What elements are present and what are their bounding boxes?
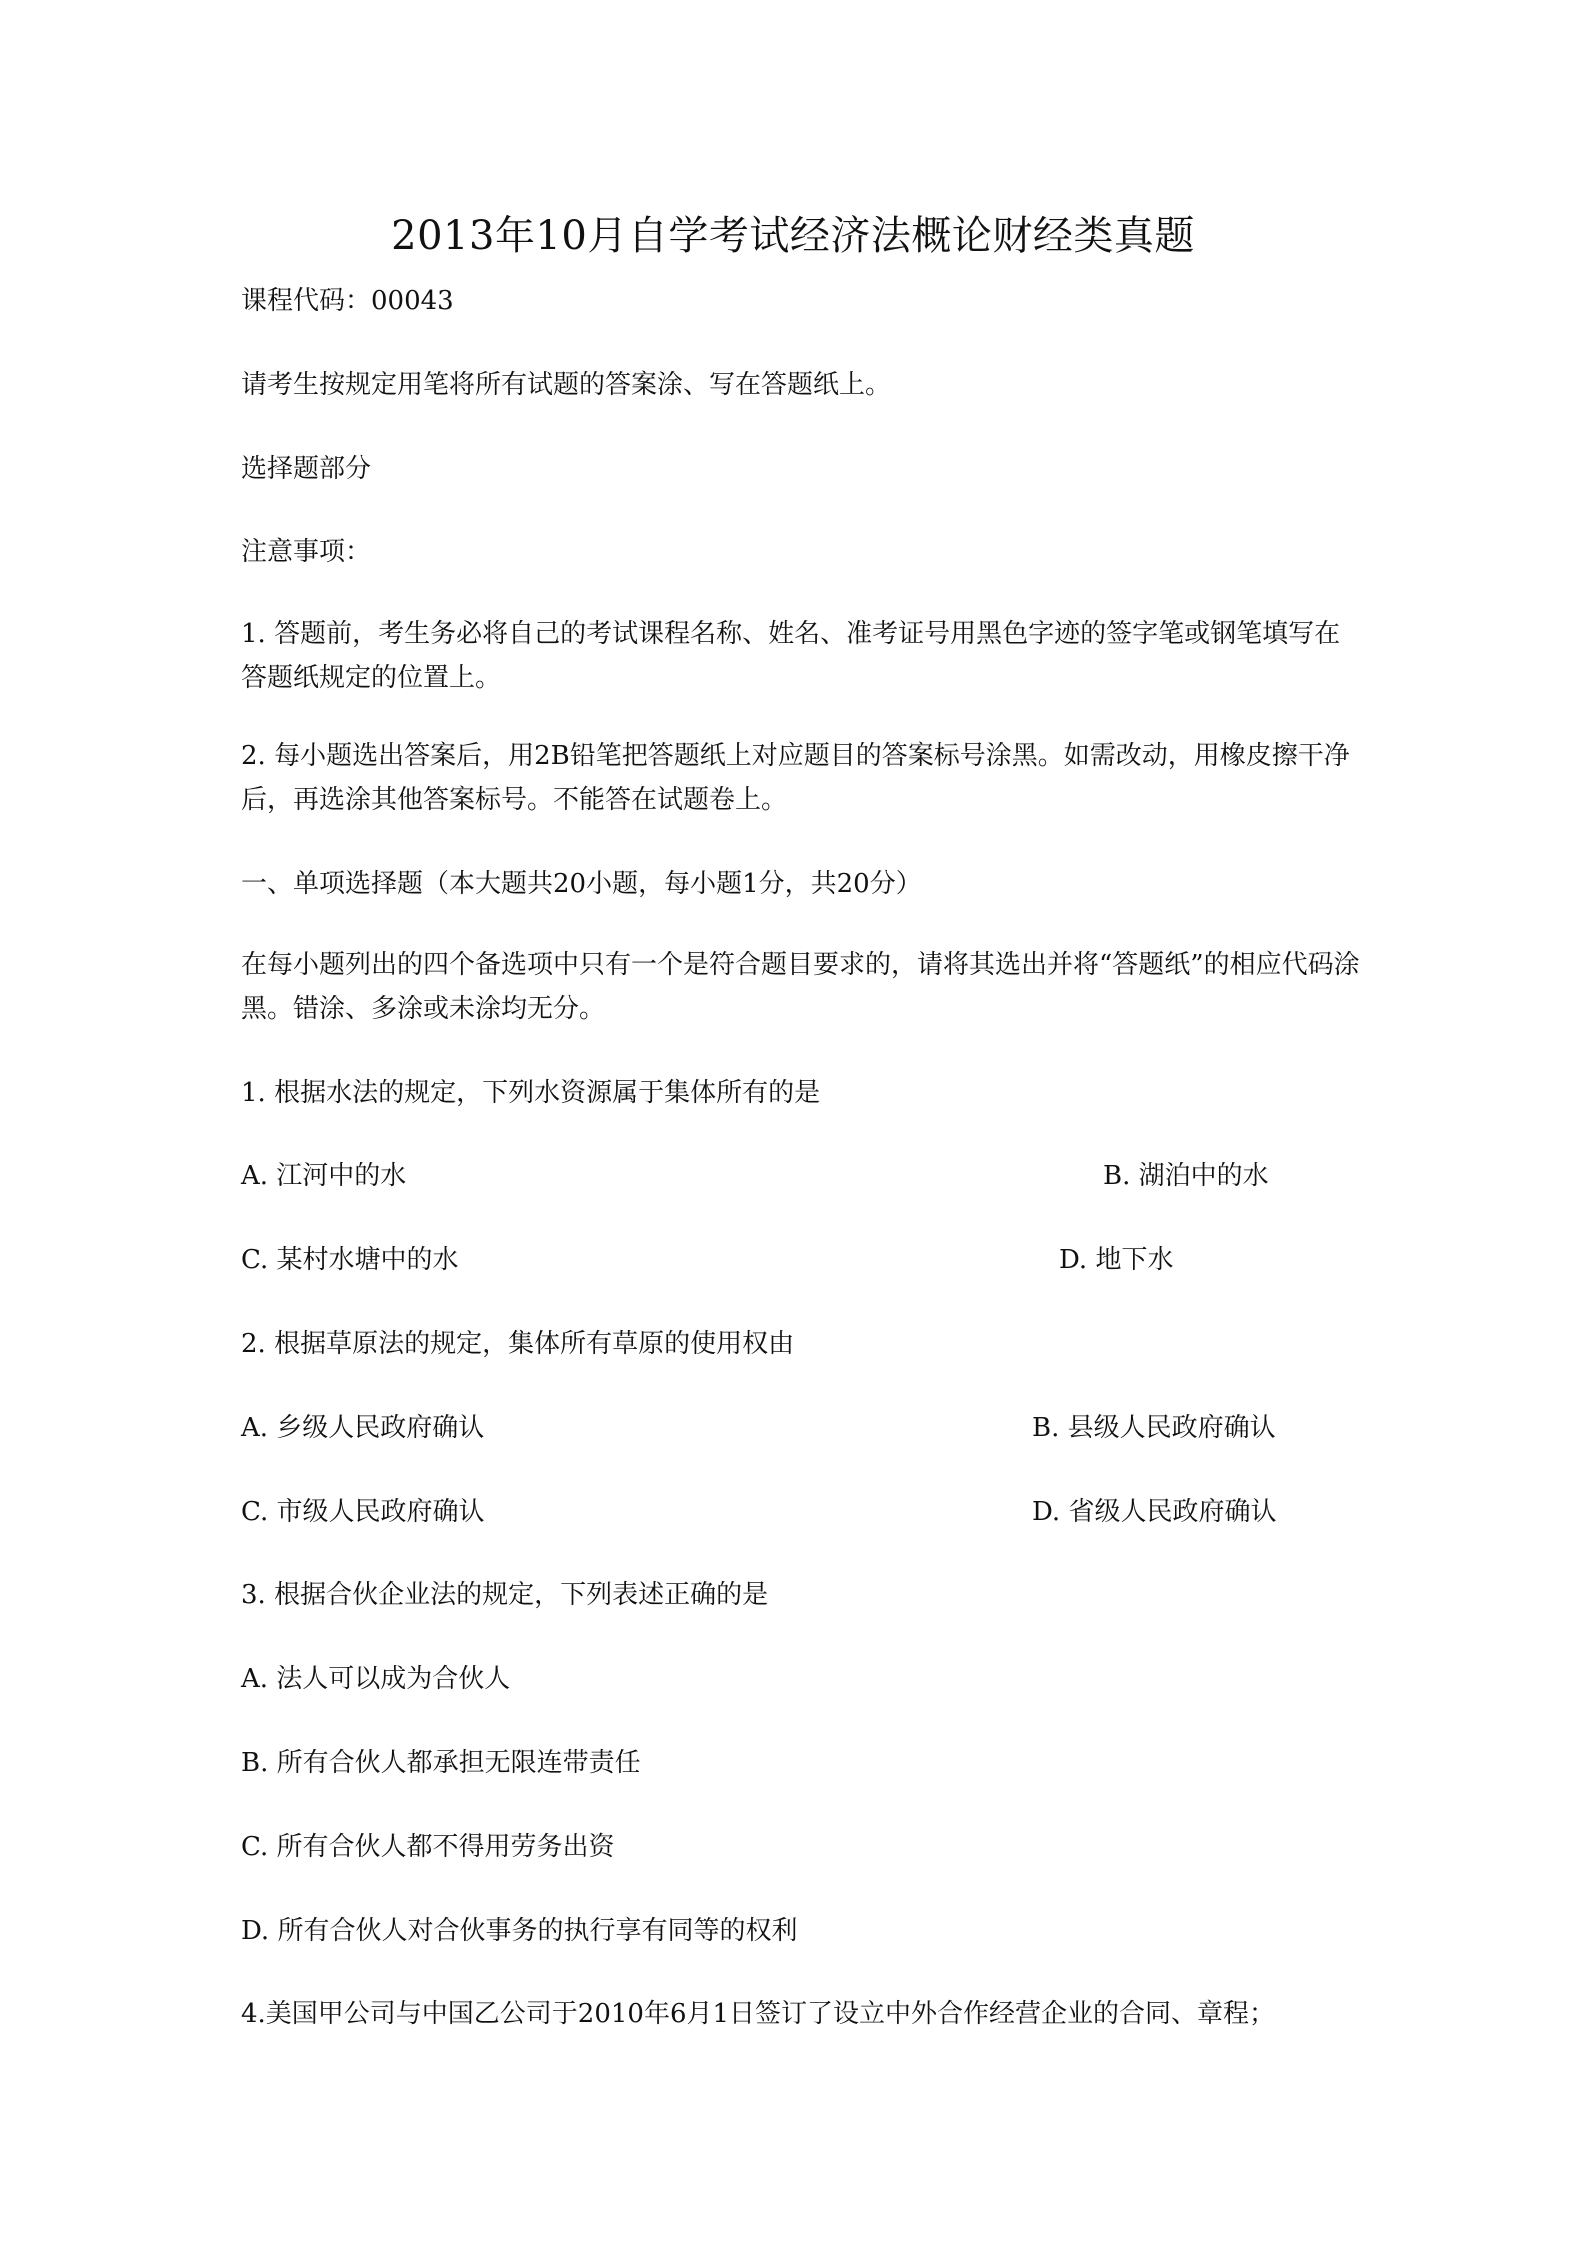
question-2-option-b: B. 县级人民政府确认 — [1032, 1413, 1276, 1443]
question-2-option-d: D. 省级人民政府确认 — [1032, 1497, 1277, 1527]
notice-item-1: 1. 答题前，考生务必将自己的考试课程名称、姓名、准考证号用黑色字迹的签字笔或钢笔填写在答题纸规定的位置上。 — [241, 619, 1341, 693]
notice-heading: 注意事项： — [241, 537, 372, 567]
section-1-heading: 一、单项选择题（本大题共20小题，每小题1分，共20分） — [241, 869, 922, 899]
question-1-option-b: B. 湖泊中的水 — [1103, 1161, 1269, 1191]
question-3-option-d: D. 所有合伙人对合伙事务的执行享有同等的权利 — [241, 1916, 798, 1946]
question-4-stem: 4.美国甲公司与中国乙公司于2010年6月1日签订了设立中外合作经营企业的合同、章程； — [241, 1999, 1276, 2029]
question-1-option-d: D. 地下水 — [1059, 1245, 1174, 1275]
page-title: 2013年10月自学考试经济法概论财经类真题 — [391, 213, 1195, 259]
section-1-instruction: 在每小题列出的四个备选项中只有一个是符合题目要求的，请将其选出并将“答题纸”的相应代码涂黑。错涂、多涂或未涂均无分。 — [241, 950, 1360, 1024]
question-1-option-c: C. 某村水塘中的水 — [241, 1245, 459, 1275]
answer-instruction: 请考生按规定用笔将所有试题的答案涂、写在答题纸上。 — [241, 370, 892, 400]
question-3-option-a: A. 法人可以成为合伙人 — [241, 1664, 511, 1694]
course-code: 课程代码：00043 — [241, 286, 454, 316]
question-3-stem: 3. 根据合伙企业法的规定，下列表述正确的是 — [241, 1580, 769, 1610]
question-2-option-a: A. 乡级人民政府确认 — [241, 1413, 485, 1443]
question-3-option-c: C. 所有合伙人都不得用劳务出资 — [241, 1832, 615, 1862]
question-2-option-c: C. 市级人民政府确认 — [241, 1497, 485, 1527]
question-1-stem: 1. 根据水法的规定，下列水资源属于集体所有的是 — [241, 1078, 821, 1108]
section-part-label: 选择题部分 — [241, 454, 372, 484]
question-3-option-b: B. 所有合伙人都承担无限连带责任 — [241, 1748, 641, 1778]
question-2-stem: 2. 根据草原法的规定，集体所有草原的使用权由 — [241, 1329, 795, 1359]
notice-item-2: 2. 每小题选出答案后，用2B铅笔把答题纸上对应题目的答案标号涂黑。如需改动，用橡皮擦干净后，再选涂其他答案标号。不能答在试题卷上。 — [241, 741, 1350, 815]
question-1-option-a: A. 江河中的水 — [241, 1161, 407, 1191]
